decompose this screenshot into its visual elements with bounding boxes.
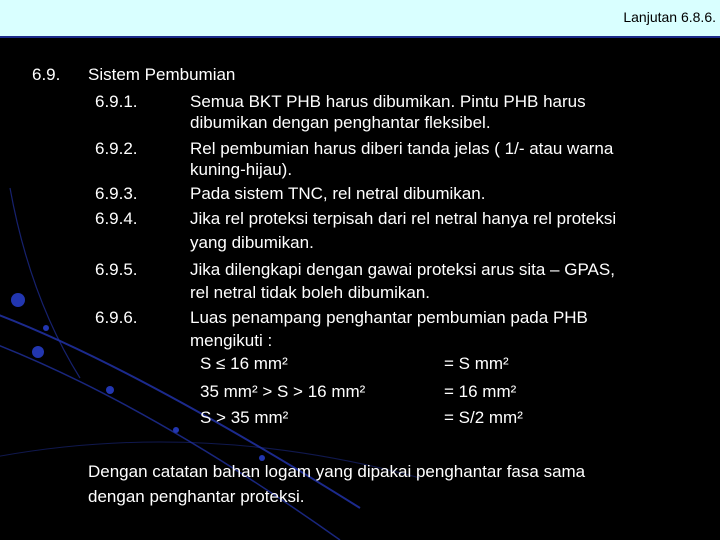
item-number: 6.9.3. (95, 184, 138, 203)
decor-dot (173, 427, 179, 433)
item-text: Rel pembumian harus diberi tanda jelas ( 1/- atau warna (190, 139, 614, 158)
decor-dot (11, 293, 25, 307)
item-number: 6.9.5. (95, 260, 138, 279)
item-number: 6.9.4. (95, 209, 138, 228)
item-text: mengikuti : (190, 331, 273, 350)
item-text: Luas penampang penghantar pembumian pada PHB (190, 308, 588, 327)
item-number: 6.9.6. (95, 308, 138, 327)
decor-dot (43, 325, 49, 331)
item-text: Jika dilengkapi dengan gawai proteksi arus sita – GPAS, (190, 260, 615, 279)
section-title: Sistem Pembumian (88, 65, 236, 84)
formula-result: = S mm² (444, 354, 509, 373)
continuation-label: Lanjutan 6.8.6. (623, 9, 716, 25)
item-number: 6.9.2. (95, 139, 138, 158)
decor-dot (32, 346, 44, 358)
formula-result: = 16 mm² (444, 382, 517, 401)
note-text: dengan penghantar proteksi. (88, 487, 305, 506)
item-number: 6.9.1. (95, 92, 138, 111)
item-text: yang dibumikan. (190, 233, 314, 252)
item-text: Jika rel proteksi terpisah dari rel netral hanya rel proteksi (190, 209, 617, 228)
item-text: dibumikan dengan penghantar fleksibel. (190, 113, 491, 132)
item-text: kuning-hijau). (190, 160, 293, 179)
decor-dot (259, 455, 265, 461)
decor-dot (106, 386, 114, 394)
item-text: Pada sistem TNC, rel netral dibumikan. (190, 184, 486, 203)
header-bar (0, 0, 720, 38)
formula-condition: 35 mm² > S > 16 mm² (200, 382, 366, 401)
section-number: 6.9. (32, 65, 61, 84)
item-text: Semua BKT PHB harus dibumikan. Pintu PHB harus (190, 92, 586, 111)
note-text: Dengan catatan bahan logam yang dipakai penghantar fasa sama (88, 462, 586, 481)
formula-condition: S ≤ 16 mm² (200, 354, 288, 373)
item-text: rel netral tidak boleh dibumikan. (190, 283, 431, 302)
formula-condition: S > 35 mm² (200, 408, 289, 427)
formula-result: = S/2 mm² (444, 408, 523, 427)
